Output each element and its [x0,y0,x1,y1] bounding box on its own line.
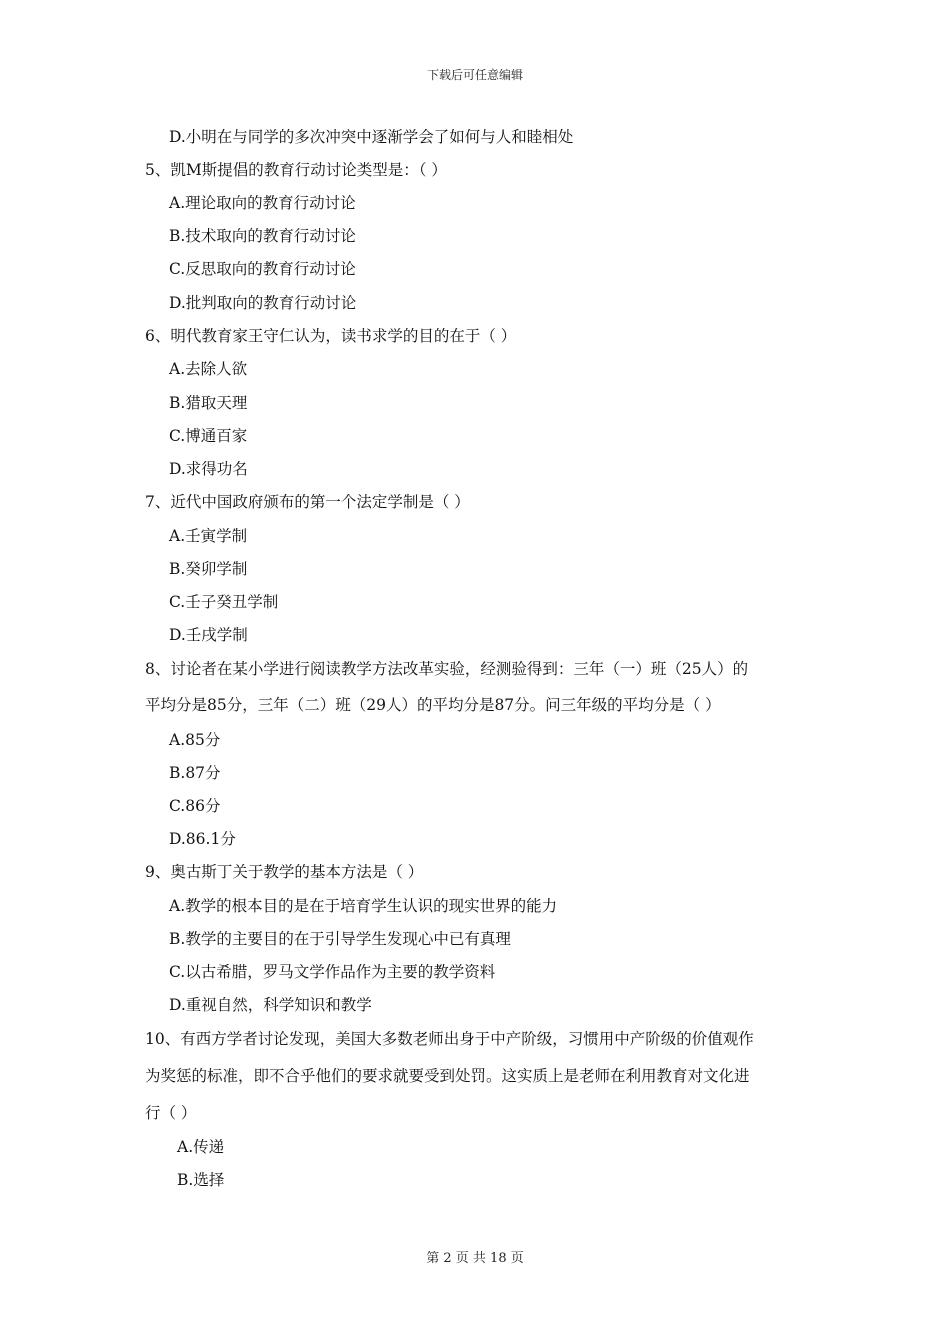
option-6b: B.猎取天理 [169,394,248,412]
option-9c: C.以古希腊，罗马文学作品作为主要的教学资料 [169,963,496,981]
option-4d: D.小明在与同学的多次冲突中逐渐学会了如何与人和睦相处 [169,128,574,146]
question-10-continued-2: 行（ ） [145,1104,197,1122]
option-6d: D.求得功名 [169,460,248,478]
question-7: 7、近代中国政府颁布的第一个法定学制是（ ） [145,493,470,511]
page-header: 下载后可任意编辑 [426,68,523,82]
option-6c: C.博通百家 [169,427,248,445]
option-7b: B.癸卯学制 [169,560,248,578]
option-9a: A.教学的根本目的是在于培育学生认识的现实世界的能力 [169,897,558,915]
question-8: 8、讨论者在某小学进行阅读教学方法改革实验，经测验得到：三年（一）班（25人）的 [145,660,749,678]
option-6a: A.去除人欲 [169,360,248,378]
option-8d: D.86.1分 [169,830,236,848]
question-10: 10、有西方学者讨论发现，美国大多数老师出身于中产阶级，习惯用中产阶级的价值观作 [145,1030,754,1048]
option-7d: D.壬戌学制 [169,626,248,644]
option-8a: A.85分 [169,731,221,749]
question-10-continued-1: 为奖惩的标准，即不合乎他们的要求就要受到处罚。这实质上是老师在利用教育对文化进 [145,1067,750,1085]
option-5b: B.技术取向的教育行动讨论 [169,227,356,245]
option-10a: A.传递 [177,1138,225,1156]
option-5a: A.理论取向的教育行动讨论 [169,194,356,212]
question-9: 9、奥古斯丁关于教学的基本方法是（ ） [145,863,424,881]
option-9d: D.重视自然，科学知识和教学 [169,996,372,1014]
question-6: 6、明代教育家王守仁认为，读书求学的目的在于（ ） [145,327,517,345]
option-5c: C.反思取向的教育行动讨论 [169,260,356,278]
option-8b: B.87分 [169,764,221,782]
option-7a: A.壬寅学制 [169,527,248,545]
question-5: 5、凯M斯提倡的教育行动讨论类型是：（ ） [145,161,447,179]
option-9b: B.教学的主要目的在于引导学生发现心中已有真理 [169,930,511,948]
option-7c: C.壬子癸丑学制 [169,593,279,611]
option-8c: C.86分 [169,797,221,815]
option-10b: B.选择 [177,1171,225,1189]
question-8-continued: 平均分是85分，三年（二）班（29人）的平均分是87分。问三年级的平均分是（ ） [145,696,721,714]
option-5d: D.批判取向的教育行动讨论 [169,294,357,312]
page-footer: 第 2 页 共 18 页 [426,1251,524,1266]
